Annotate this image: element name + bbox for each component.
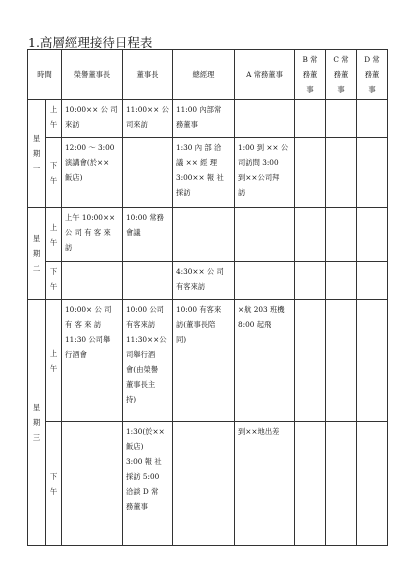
day-monday: 星 期 一 <box>28 100 46 208</box>
table-row <box>28 100 388 138</box>
tue-am-chairman: 10:00 常務 會議 <box>123 208 173 262</box>
schedule-table <box>27 49 388 546</box>
table-row <box>28 262 388 300</box>
mon-am-honorary-chairman: 10:00×× 公 司 來訪 <box>62 100 123 138</box>
mon-pm-director-a: 1:00 到 ×× 公 司訪問 3:00 到××公司拜 訪 <box>235 138 295 208</box>
wed-pm-director-b <box>295 422 326 546</box>
tue-am-director-a <box>235 208 295 262</box>
wed-pm-director-c <box>326 422 357 546</box>
mon-am-director-a <box>235 100 295 138</box>
header-honorary-chairman: 榮譽董事長 <box>62 50 123 100</box>
tue-am-honorary-chairman: 上午 10:00×× 公 司 有 客 來 訪 <box>62 208 123 262</box>
tue-am-general-manager <box>173 208 235 262</box>
wed-am-director-a: ×航 203 班機 8:00 起飛 <box>235 300 295 422</box>
day-tuesday: 星 期 二 <box>28 208 46 300</box>
header-row <box>28 50 388 100</box>
table-row <box>28 300 388 422</box>
wed-am-chairman: 10:00 公司 有客來訪 11:30××公 司舉行酒 會(由榮譽 董事長主 持) <box>123 300 173 422</box>
tue-pm-director-a <box>235 262 295 300</box>
half-am: 上 午 <box>46 100 62 138</box>
header-director-d: D 常 務董 事 <box>357 50 388 100</box>
table-row <box>28 208 388 262</box>
wed-am-honorary-chairman: 10:00× 公 司 有 客 來 訪 11:30 公司舉 行酒會 <box>62 300 123 422</box>
header-chairman: 董事長 <box>123 50 173 100</box>
header-time: 時間 <box>28 50 62 100</box>
mon-pm-honorary-chairman: 12:00 ～ 3:00 演講會(於×× 飯店) <box>62 138 123 208</box>
half-am: 上 午 <box>46 300 62 422</box>
tue-am-director-d <box>357 208 388 262</box>
tue-pm-director-c <box>326 262 357 300</box>
half-pm: 下 午 <box>46 262 62 300</box>
mon-am-director-c <box>326 100 357 138</box>
wed-pm-general-manager <box>173 422 235 546</box>
document-title: 1.高層經理接待日程表 <box>28 35 153 50</box>
wed-pm-director-a: 到××地出差 <box>235 422 295 546</box>
tue-pm-honorary-chairman <box>62 262 123 300</box>
wed-am-general-manager: 10:00 有客來 訪(董事長陪 同) <box>173 300 235 422</box>
half-pm: 下 午 <box>46 422 62 546</box>
mon-am-director-b <box>295 100 326 138</box>
wed-am-director-b <box>295 300 326 422</box>
mon-pm-director-d <box>357 138 388 208</box>
header-general-manager: 總經理 <box>173 50 235 100</box>
mon-am-director-d <box>357 100 388 138</box>
mon-am-chairman: 11:00×× 公 司來訪 <box>123 100 173 138</box>
tue-am-director-c <box>326 208 357 262</box>
tue-pm-director-d <box>357 262 388 300</box>
tue-am-director-b <box>295 208 326 262</box>
tue-pm-director-b <box>295 262 326 300</box>
wed-pm-honorary-chairman <box>62 422 123 546</box>
wed-am-director-d <box>357 300 388 422</box>
table-row <box>28 422 388 546</box>
tue-pm-general-manager: 4:30×× 公 司 有客來訪 <box>173 262 235 300</box>
wed-pm-chairman: 1:30(於×× 飯店) 3:00 報 社 採訪 5:00 洽談 D 常 務董事 <box>123 422 173 546</box>
half-am: 上 午 <box>46 208 62 262</box>
tue-pm-chairman <box>123 262 173 300</box>
wed-am-director-c <box>326 300 357 422</box>
mon-pm-director-c <box>326 138 357 208</box>
wed-pm-director-d <box>357 422 388 546</box>
half-pm: 下 午 <box>46 138 62 208</box>
mon-am-general-manager: 11:00 內部常 務董事 <box>173 100 235 138</box>
table-row <box>28 138 388 208</box>
mon-pm-chairman <box>123 138 173 208</box>
header-director-c: C 常 務董 事 <box>326 50 357 100</box>
mon-pm-director-b <box>295 138 326 208</box>
header-director-b: B 常 務董 事 <box>295 50 326 100</box>
mon-pm-general-manager: 1:30 內 部 洽 議 ×× 經 理 3:00×× 報 社 採訪 <box>173 138 235 208</box>
header-director-a: A 常務董事 <box>235 50 295 100</box>
day-wednesday: 星 期 三 <box>28 300 46 546</box>
